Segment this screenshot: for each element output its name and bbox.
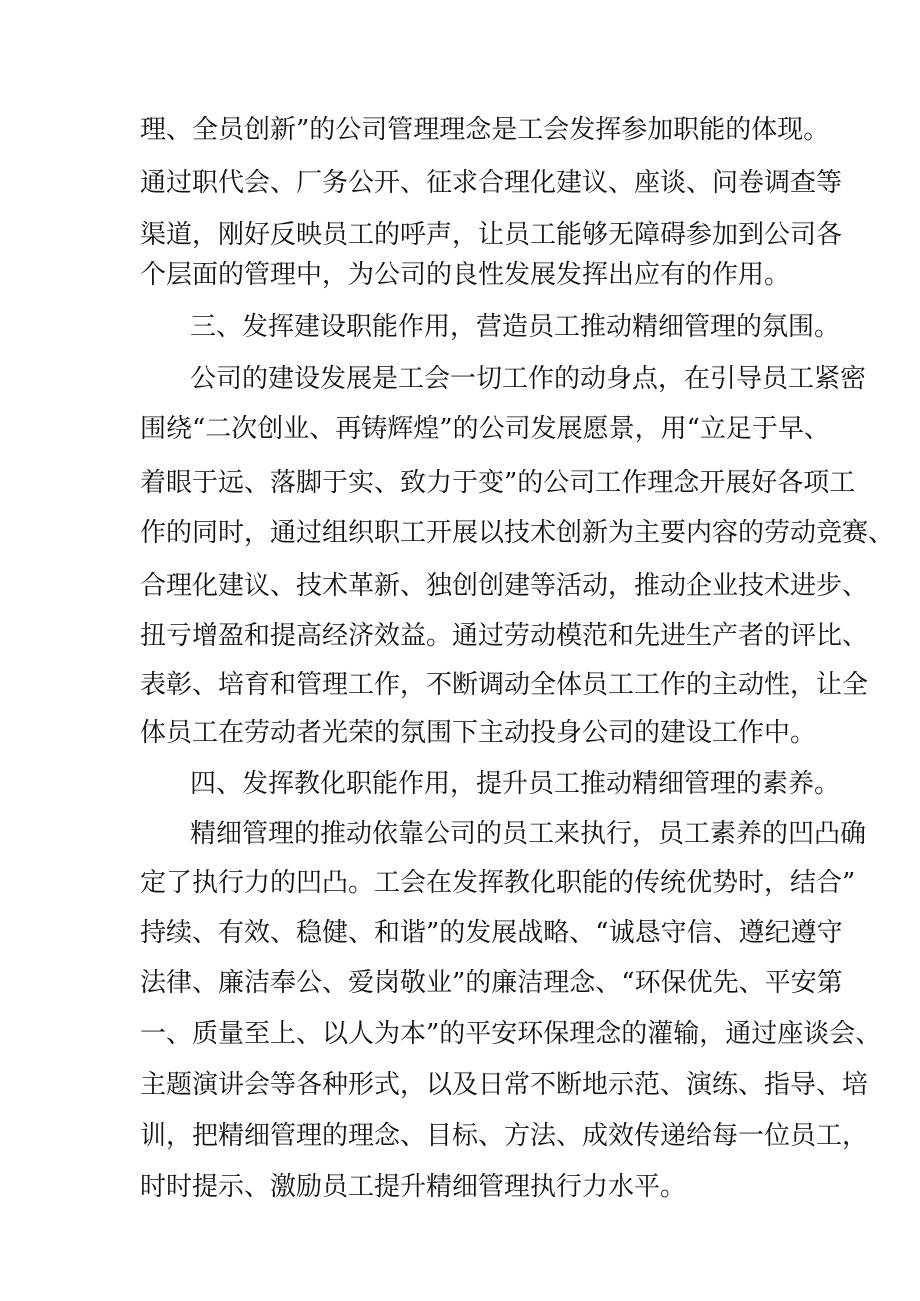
text-line-18: 法律、廉洁奉公、爱岗敬业”的廉洁理念、“环保优先、平安第 — [140, 968, 843, 998]
text-line-1: 理、全员创新”的公司管理理念是工会发挥参加职能的体现。 — [140, 115, 830, 145]
text-line-19: 一、质量至上、以人为本”的平安环保理念的灌输，通过座谈会、 — [140, 1019, 882, 1049]
section-heading-4: 四、发挥教化职能作用，提升员工推动精细管理的素养。 — [190, 769, 841, 799]
text-line-16: 定了执行力的凹凸。工会在发挥教化职能的传统优势时，结合” — [140, 868, 856, 898]
text-line-15: 精细管理的推动依靠公司的员工来执行，员工素养的凹凸确 — [190, 819, 867, 849]
section-heading-3: 三、发挥建设职能作用，营造员工推动精细管理的氛围。 — [190, 312, 841, 342]
text-line-6: 公司的建设发展是工会一切工作的动身点，在引导员工紧密 — [190, 364, 867, 394]
text-line-9: 作的同时，通过组织职工开展以技术创新为主要内容的劳动竞赛、 — [140, 518, 895, 548]
text-line-4: 个层面的管理中，为公司的良性发展发挥出应有的作用。 — [140, 260, 791, 290]
text-line-13: 体员工在劳动者光荣的氛围下主动投身公司的建设工作中。 — [140, 718, 817, 748]
text-line-20: 主题演讲会等各种形式，以及日常不断地示范、演练、指导、培 — [140, 1070, 869, 1100]
text-line-10: 合理化建议、技术革新、独创创建等活动，推动企业技术进步、 — [140, 571, 869, 601]
text-line-22: 时时提示、激励员工提升精细管理执行力水平。 — [140, 1172, 687, 1202]
text-line-7: 围绕“二次创业、再铸辉煌”的公司发展愿景，用“立足于早、 — [140, 414, 830, 444]
text-line-12: 表彰、培育和管理工作，不断调动全体员工工作的主动性，让全 — [140, 670, 869, 700]
text-line-17: 持续、有效、稳健、和谐”的发展战略、“诚恳守信、遵纪遵守 — [140, 918, 843, 948]
text-line-3: 渠道，刚好反映员工的呼声，让员工能够无障碍参加到公司各 — [140, 220, 843, 250]
text-line-11: 扭亏增盈和提高经济效益。通过劳动模范和先进生产者的评比、 — [140, 621, 869, 651]
text-line-8: 着眼于远、落脚于实、致力于变”的公司工作理念开展好各项工 — [140, 468, 856, 498]
text-line-2: 通过职代会、厂务公开、征求合理化建议、座谈、问卷调查等 — [140, 168, 843, 198]
text-line-21: 训，把精细管理的理念、目标、方法、成效传递给每一位员工， — [140, 1121, 869, 1151]
